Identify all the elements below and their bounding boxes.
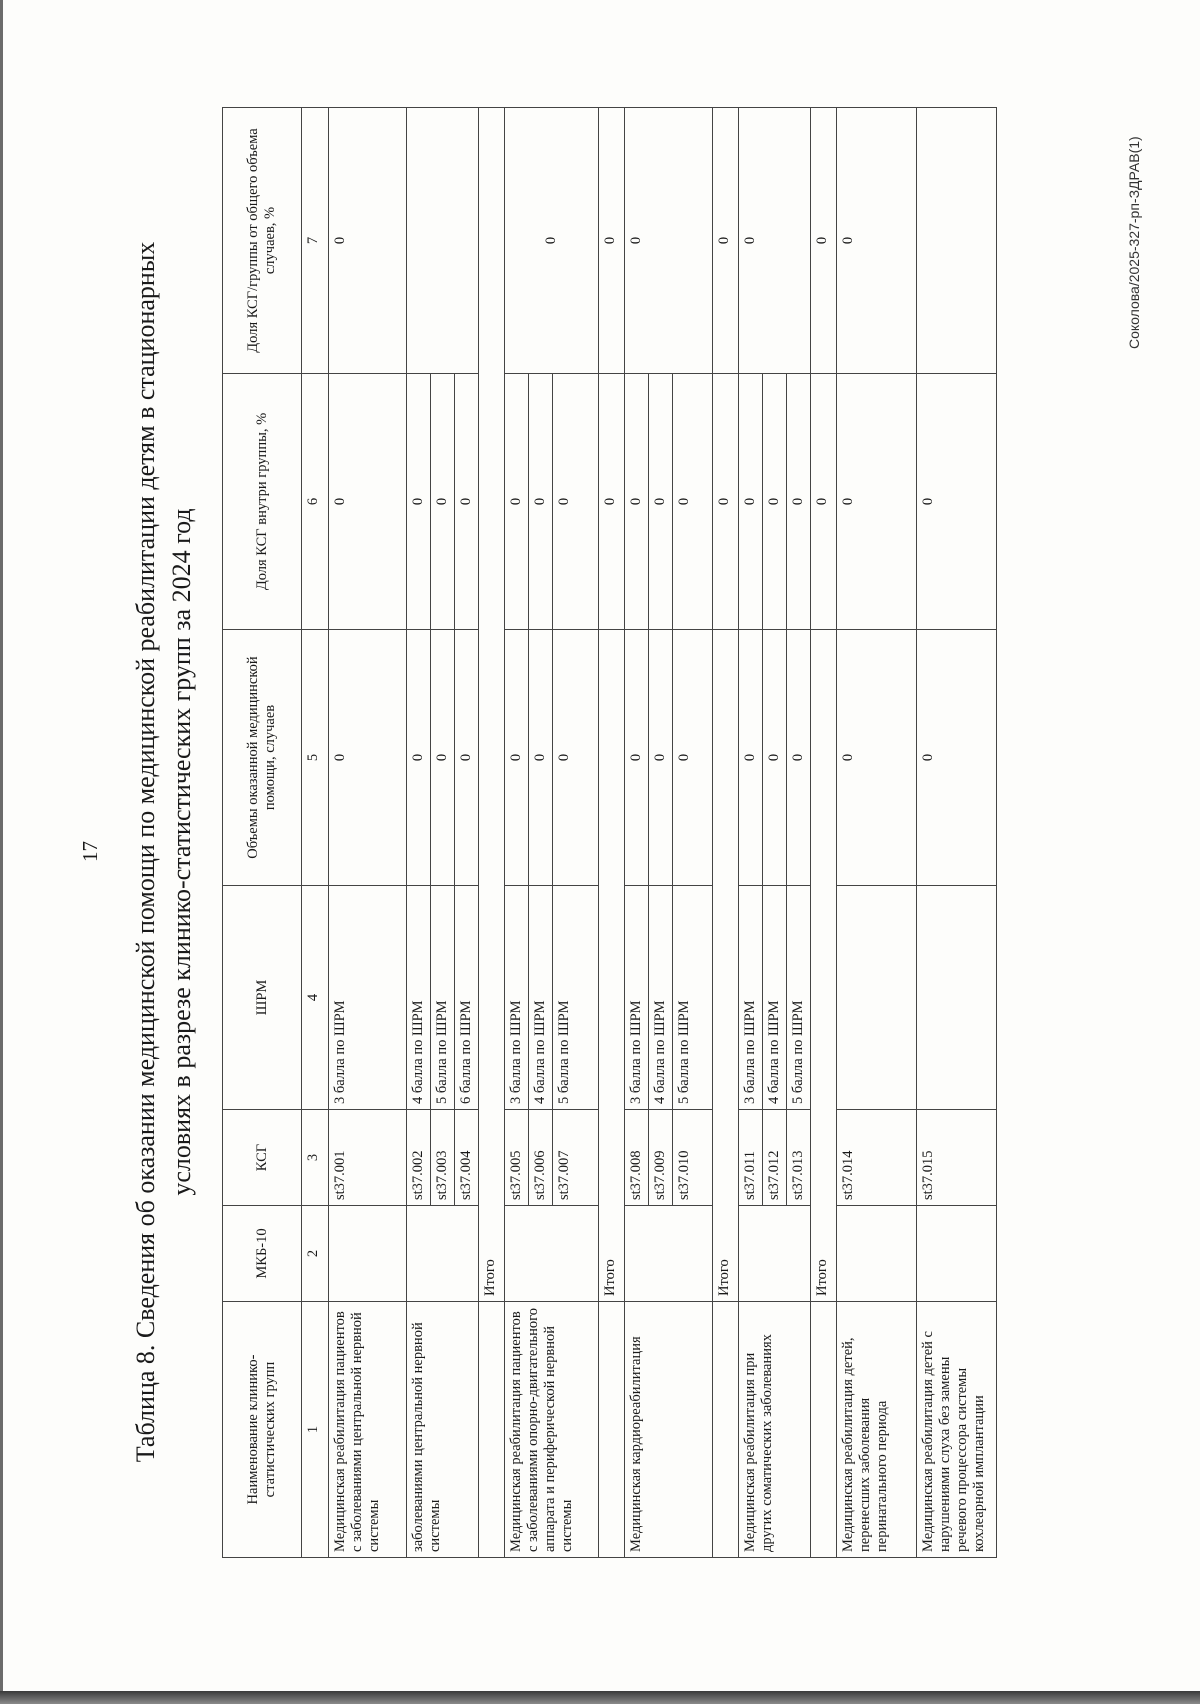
volume-value: 0 [407, 630, 431, 886]
mkb-cell [739, 1206, 811, 1302]
ksg-table [222, 107, 997, 1558]
share-in-group-value: 0 [407, 374, 431, 630]
share-in-group-value: 0 [329, 374, 407, 630]
share-in-group-value: 0 [553, 374, 599, 630]
table-row [329, 108, 407, 1558]
share-in-group-value: 0 [673, 374, 713, 630]
ksg-code: st37.010 [673, 1110, 713, 1206]
volume-value: 0 [625, 630, 649, 886]
group-name: Медицинская реабилитация пациентов с заболеваниями центральной нервной системы [329, 1302, 407, 1558]
group-name [811, 1302, 837, 1558]
header-shrm: ШРМ [223, 886, 302, 1110]
share-in-group-value: 0 [599, 374, 625, 630]
share-in-group-value: 0 [529, 374, 553, 630]
share-total-value [407, 108, 479, 374]
document-footer-id: Соколова/2025-327-рп-ЗДРАВ(1) [1126, 136, 1142, 349]
total-row [811, 108, 837, 1558]
header-share-total: Доля КСГ/группы от общего объема случаев, % [223, 108, 302, 374]
ksg-code: st37.001 [329, 1110, 407, 1206]
ksg-code: st37.003 [431, 1110, 455, 1206]
volume-value: 0 [787, 630, 811, 886]
column-number-row [302, 108, 329, 1558]
share-in-group-value: 0 [713, 374, 739, 630]
group-name [479, 1302, 505, 1558]
ksg-code: st37.009 [649, 1110, 673, 1206]
title-line-2: условиях в разрезе клинико-статистических групп за 2024 год [167, 508, 196, 1196]
total-label: Итого [811, 630, 837, 1302]
shrm-value: 5 балла по ШРМ [673, 886, 713, 1110]
group-name [599, 1302, 625, 1558]
group-name: Медицинская реабилитация пациентов с заболеваниями опорно-двигательного аппарата и периферической нервной системы [505, 1302, 599, 1558]
share-in-group-value: 0 [787, 374, 811, 630]
share-in-group-value: 0 [811, 374, 837, 630]
ksg-code: st37.011 [739, 1110, 763, 1206]
group-name: Медицинская реабилитация при других соматических заболеваниях [739, 1302, 811, 1558]
header-ksg: КСГ [223, 1110, 302, 1206]
shrm-value: 5 балла по ШРМ [431, 886, 455, 1110]
total-label: Итого [713, 630, 739, 1302]
total-row [713, 108, 739, 1558]
share-in-group-value: 0 [505, 374, 529, 630]
volume-value: 0 [917, 630, 997, 886]
table-row [837, 108, 917, 1558]
table-title [128, 0, 200, 1704]
mkb-cell [625, 1206, 713, 1302]
total-row [599, 108, 625, 1558]
ksg-code: st37.004 [455, 1110, 479, 1206]
volume-value: 0 [673, 630, 713, 886]
mkb-cell [917, 1206, 997, 1302]
table-row [739, 108, 763, 1558]
col-number: 6 [302, 374, 329, 630]
share-total-value: 0 [625, 108, 713, 374]
mkb-cell [329, 1206, 407, 1302]
volume-value: 0 [431, 630, 455, 886]
col-number: 7 [302, 108, 329, 374]
page-number: 17 [78, 841, 102, 862]
total-label: Итого [479, 108, 505, 1302]
ksg-code: st37.014 [837, 1110, 917, 1206]
volume-value: 0 [739, 630, 763, 886]
share-in-group-value: 0 [739, 374, 763, 630]
volume-value: 0 [455, 630, 479, 886]
table-header-row [223, 108, 302, 1558]
share-total-value: 0 [837, 108, 917, 374]
share-total-value: 0 [599, 108, 625, 374]
mkb-cell [837, 1206, 917, 1302]
ksg-code: st37.012 [763, 1110, 787, 1206]
col-number: 5 [302, 630, 329, 886]
share-total-value: 0 [505, 108, 599, 374]
shrm-value: 6 балла по ШРМ [455, 886, 479, 1110]
share-in-group-value: 0 [625, 374, 649, 630]
header-volume: Объемы оказанной медицинской помощи, случаев [223, 630, 302, 886]
ksg-code: st37.005 [505, 1110, 529, 1206]
col-number: 3 [302, 1110, 329, 1206]
group-name: Медицинская реабилитация детей, перенесших заболевания перинатального периода [837, 1302, 917, 1558]
ksg-code: st37.008 [625, 1110, 649, 1206]
ksg-code: st37.015 [917, 1110, 997, 1206]
ksg-code: st37.007 [553, 1110, 599, 1206]
share-in-group-value: 0 [455, 374, 479, 630]
share-in-group-value: 0 [763, 374, 787, 630]
shrm-value: 3 балла по ШРМ [505, 886, 529, 1110]
group-name: Медицинская реабилитация детей с нарушениями слуха без замены речевого процессора системы кохлеарной имплантации [917, 1302, 997, 1558]
table-row [505, 108, 529, 1558]
volume-value: 0 [649, 630, 673, 886]
share-total-value: 0 [811, 108, 837, 374]
share-total-value [917, 108, 997, 374]
header-mkb: МКБ-10 [223, 1206, 302, 1302]
shrm-value: 3 балла по ШРМ [625, 886, 649, 1110]
shrm-value: 4 балла по ШРМ [407, 886, 431, 1110]
share-in-group-value: 0 [649, 374, 673, 630]
table-row [917, 108, 997, 1558]
mkb-cell [505, 1206, 599, 1302]
mkb-cell [407, 1206, 479, 1302]
volume-value: 0 [763, 630, 787, 886]
table-row [407, 108, 431, 1558]
volume-value: 0 [837, 630, 917, 886]
shrm-value: 4 балла по ШРМ [763, 886, 787, 1110]
total-label: Итого [599, 630, 625, 1302]
share-total-value: 0 [739, 108, 811, 374]
volume-value: 0 [329, 630, 407, 886]
ksg-code: st37.006 [529, 1110, 553, 1206]
shrm-value [917, 886, 997, 1110]
shrm-value: 4 балла по ШРМ [529, 886, 553, 1110]
volume-value: 0 [553, 630, 599, 886]
col-number: 2 [302, 1206, 329, 1302]
col-number: 4 [302, 886, 329, 1110]
share-in-group-value: 0 [837, 374, 917, 630]
header-name: Наименование клинико-статистических групп [223, 1302, 302, 1558]
shrm-value: 5 балла по ШРМ [553, 886, 599, 1110]
title-line-1: Таблица 8. Сведения об оказании медицинской помощи по медицинской реабилитации детям в стационарных [131, 241, 160, 1463]
col-number: 1 [302, 1302, 329, 1558]
shrm-value: 5 балла по ШРМ [787, 886, 811, 1110]
header-share-in-group: Доля КСГ внутри группы, % [223, 374, 302, 630]
volume-value: 0 [529, 630, 553, 886]
share-in-group-value: 0 [917, 374, 997, 630]
share-total-value: 0 [713, 108, 739, 374]
share-total-value: 0 [329, 108, 407, 374]
total-row [479, 108, 505, 1558]
shrm-value: 3 балла по ШРМ [739, 886, 763, 1110]
group-name: Медицинская кардиореабилитация [625, 1302, 713, 1558]
shrm-value: 4 балла по ШРМ [649, 886, 673, 1110]
table-row [625, 108, 649, 1558]
group-name: заболеваниями центральной нервной системы [407, 1302, 479, 1558]
ksg-code: st37.002 [407, 1110, 431, 1206]
group-name [713, 1302, 739, 1558]
share-in-group-value: 0 [431, 374, 455, 630]
shrm-value: 3 балла по ШРМ [329, 886, 407, 1110]
volume-value: 0 [505, 630, 529, 886]
ksg-code: st37.013 [787, 1110, 811, 1206]
shrm-value [837, 886, 917, 1110]
